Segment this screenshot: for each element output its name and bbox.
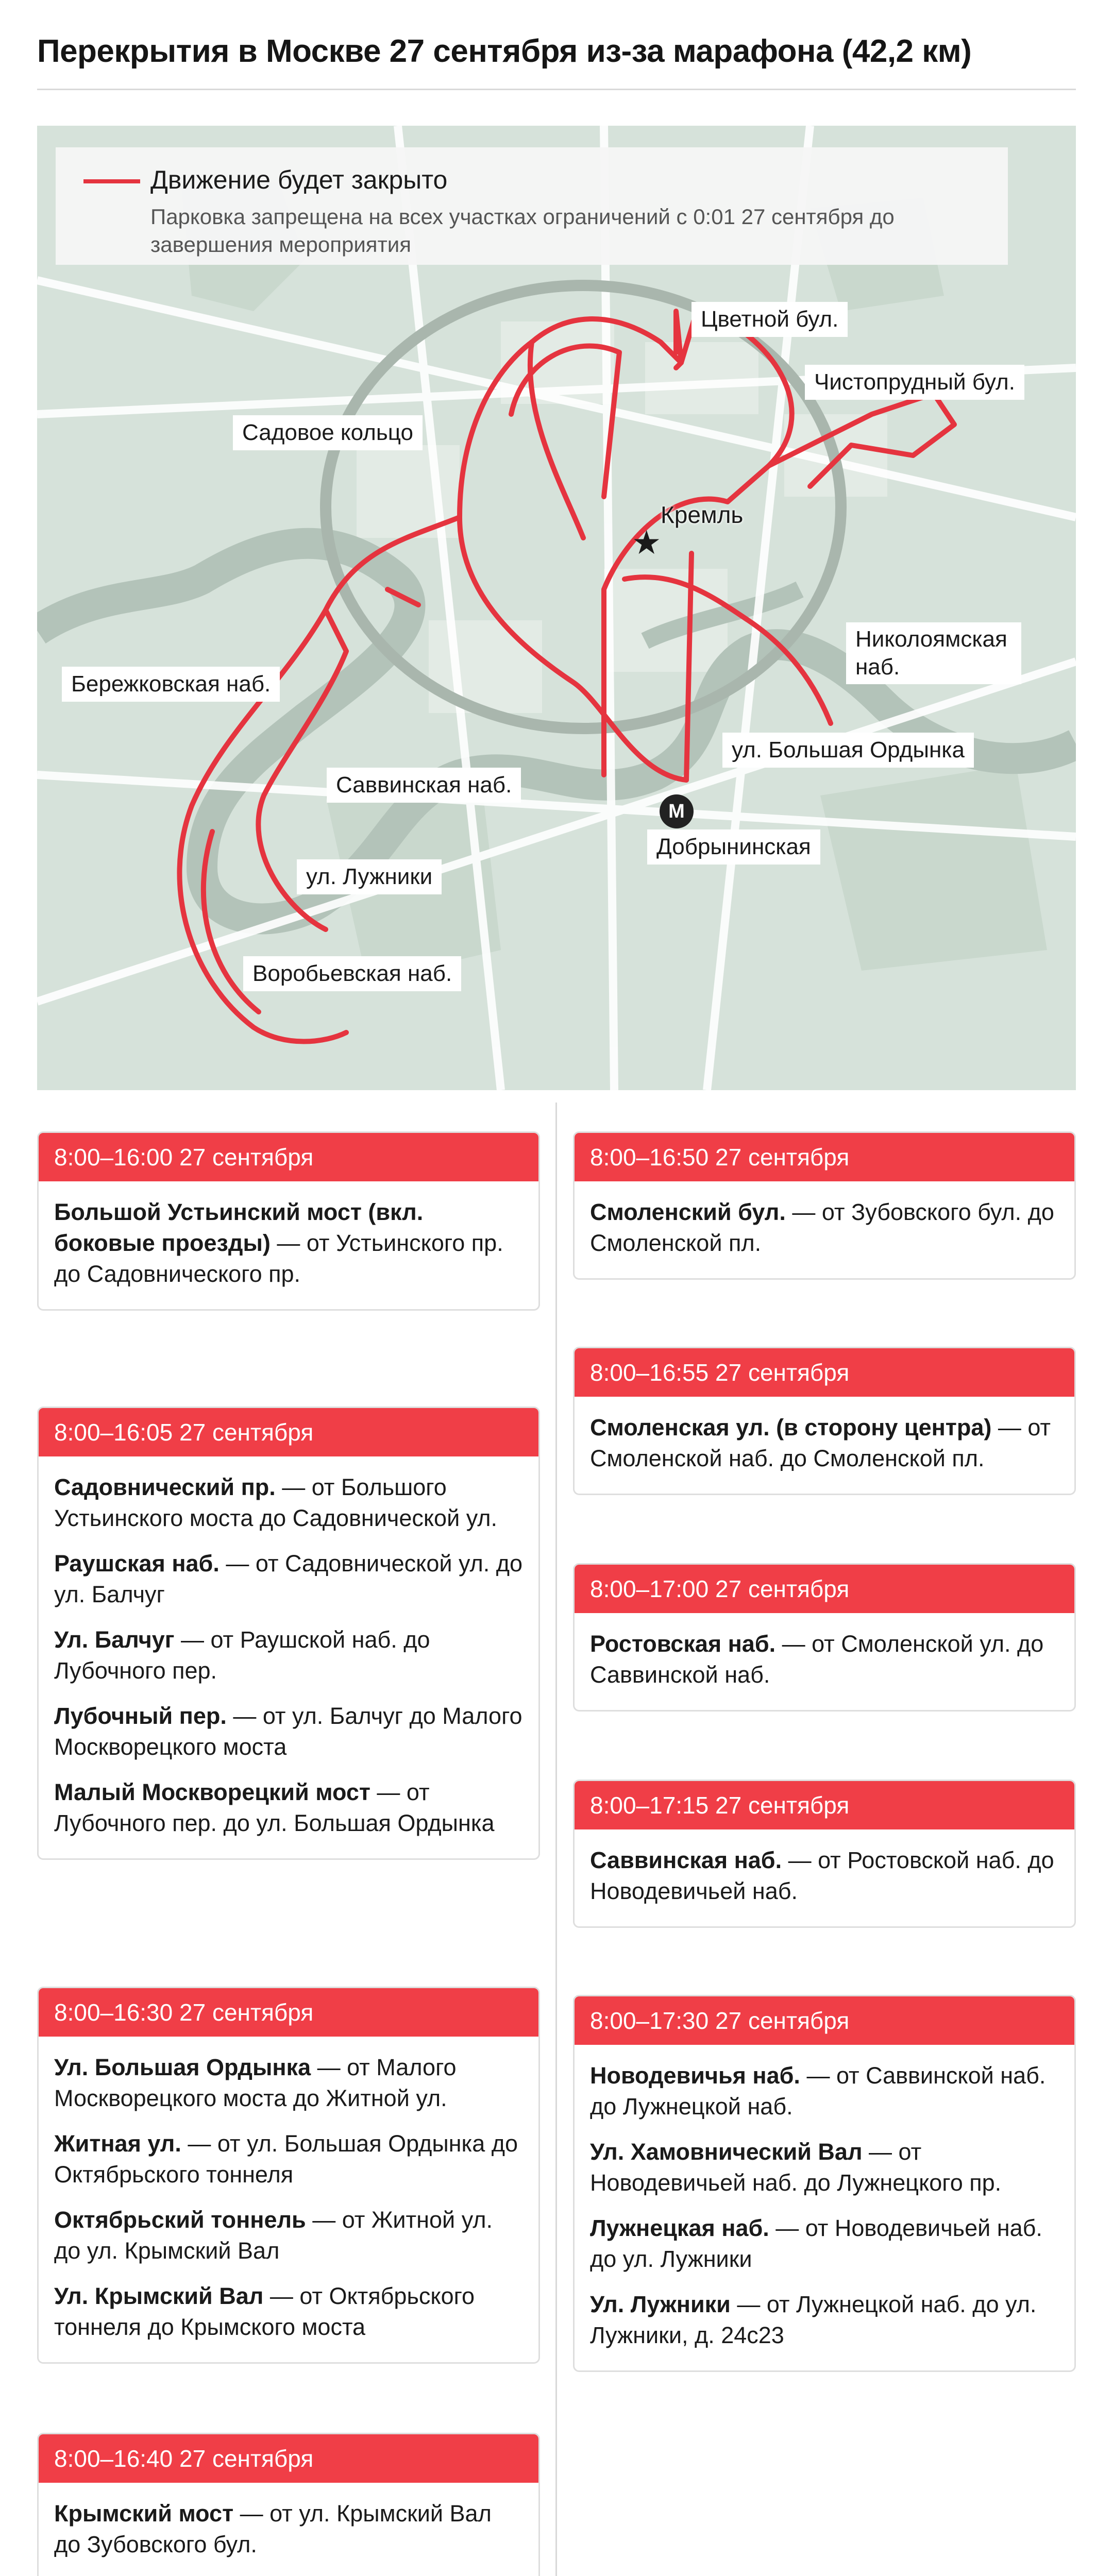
closure-entry [590, 1197, 1059, 1259]
closure-entry [590, 2137, 1059, 2198]
legend-note: Парковка запрещена на всех участках ограничений с 0:01 27 сентября до завершения мероприятия [150, 205, 895, 257]
card-time: 8:00–16:55 27 сентября [575, 1348, 1074, 1397]
closure-entry [590, 1845, 1059, 1907]
card-body [575, 1613, 1074, 1710]
street-name: Смоленская ул. (в сторону центра) [590, 1414, 992, 1440]
closure-card [573, 1347, 1076, 1495]
card-body [575, 1181, 1074, 1278]
closure-card [573, 1995, 1076, 2372]
closure-card [573, 1131, 1076, 1280]
street-range: — от Новодевичьей наб. до Лужнецкого пр. [590, 2139, 1002, 2196]
street-range: — от Житной ул. до ул. Крымский Вал [54, 2207, 493, 2264]
column-divider [555, 1103, 557, 2576]
street-name: Лубочный пер. [54, 1703, 227, 1729]
street-name: Смоленский бул. [590, 1199, 786, 1225]
closure-card [573, 1780, 1076, 1928]
street-range: — от Раушской наб. до Лубочного пер. [54, 1626, 430, 1684]
map-label-vorobyovskaya: Воробьевская наб. [243, 956, 461, 991]
header-divider [37, 89, 1076, 90]
closure-entry [54, 1472, 523, 1534]
closure-entry [54, 2052, 523, 2114]
star-icon: ★ [632, 524, 662, 561]
card-time: 8:00–17:30 27 сентября [575, 1996, 1074, 2045]
page-title: Перекрытия в Москве 27 сентября из-за марафона (42,2 км) [37, 33, 972, 69]
closure-entry [590, 2213, 1059, 2275]
card-time: 8:00–17:15 27 сентября [575, 1781, 1074, 1829]
map-canvas [37, 126, 1076, 1090]
closure-entry [54, 1548, 523, 1610]
map-label-tsvetnoy: Цветной бул. [692, 302, 848, 337]
street-name: Ул. Балчуг [54, 1626, 175, 1653]
map-label-dobryninskaya: Добрынинская [647, 829, 820, 865]
closure-card [573, 1563, 1076, 1711]
street-range: — от Садовнической ул. до ул. Балчуг [54, 1550, 523, 1607]
street-name: Саввинская наб. [590, 1847, 782, 1873]
closure-entry [54, 1701, 523, 1762]
closure-card [37, 2433, 540, 2576]
park-area [820, 765, 1047, 971]
street-range: — от Лужнецкой наб. до ул. Лужники, д. 24с23 [590, 2291, 1037, 2348]
street-name: Малый Москворецкий мост [54, 1779, 370, 1805]
card-body [575, 1829, 1074, 1926]
closure-card [37, 1987, 540, 2364]
closure-entry [590, 2060, 1059, 2122]
map-label-luzhniki: ул. Лужники [297, 859, 442, 894]
street-name: Большой Устьинский мост (вкл. боковые проезды) [54, 1199, 424, 1256]
closure-entry [54, 1777, 523, 1839]
closure-entry [54, 1197, 523, 1290]
street-name: Новодевичья наб. [590, 2062, 800, 2089]
street-range: — от Зубовского бул. до Смоленской пл. [590, 1199, 1054, 1256]
map-label-chistoprudny: Чистопрудный бул. [805, 365, 1024, 400]
closure-entry [54, 2498, 523, 2560]
street-range: — от Смоленской ул. до Саввинской наб. [590, 1631, 1044, 1688]
card-body [39, 1456, 538, 1858]
closure-entry [590, 2289, 1059, 2351]
street-range: — от Октябрьского тоннеля до Крымского моста [54, 2283, 475, 2340]
street-name: Лужнецкая наб. [590, 2215, 769, 2241]
closure-entry [590, 1629, 1059, 1690]
card-time: 8:00–16:30 27 сентября [39, 1988, 538, 2037]
map-label-kremlin: Кремль [661, 501, 744, 528]
street-range: — от Саввинской наб. до Лужнецкой наб. [590, 2062, 1046, 2120]
card-body [575, 2045, 1074, 2370]
closed-road-legend-line [83, 179, 140, 183]
map-label-ordynka: ул. Большая Ордынка [722, 733, 974, 768]
street-range: — от Лубочного пер. до ул. Большая Ордынка [54, 1779, 495, 1836]
street-name: Октябрьский тоннель [54, 2207, 306, 2233]
street-name: Раушская наб. [54, 1550, 220, 1577]
street-range: — от Новодевичьей наб. до ул. Лужники [590, 2215, 1042, 2272]
card-body [39, 1181, 538, 1309]
closure-card [37, 1406, 540, 1860]
closure-entry [54, 2128, 523, 2190]
street-range: — от Ростовской наб. до Новодевичьей наб. [590, 1847, 1054, 1904]
map-label-nikoloyamskaya: Николоямская наб. [846, 622, 1021, 684]
street-name: Ул. Крымский Вал [54, 2283, 264, 2309]
closure-card [37, 1131, 540, 1311]
metro-icon: М [660, 794, 694, 828]
card-time: 8:00–17:00 27 сентября [575, 1565, 1074, 1613]
card-body [575, 1397, 1074, 1494]
map-label-berezhkovskaya: Бережковская наб. [62, 667, 280, 702]
street-name: Ул. Большая Ордынка [54, 2054, 311, 2080]
card-body [39, 2037, 538, 2362]
street-range: — от ул. Балчуг до Малого Москворецкого моста [54, 1703, 522, 1760]
street-name: Крымский мост [54, 2500, 234, 2527]
street-name: Ул. Хамовнический Вал [590, 2139, 863, 2165]
street-range: — от ул. Крымский Вал до Зубовского бул. [54, 2500, 492, 2557]
street-range: — от Большого Устьинского моста до Садовнической ул. [54, 1474, 497, 1531]
street-name: Садовнический пр. [54, 1474, 276, 1500]
legend-label: Движение будет закрыто [150, 165, 448, 194]
street-name: Житная ул. [54, 2130, 181, 2157]
street-range: — от Малого Москворецкого моста до Житной ул. [54, 2054, 457, 2111]
street-range: — от ул. Большая Ордынка до Октябрьского тоннеля [54, 2130, 518, 2188]
route-map [37, 126, 1076, 1090]
street-name: Ростовская наб. [590, 1631, 776, 1657]
card-body [39, 2483, 538, 2576]
closure-entry [54, 2281, 523, 2343]
street-name: Ул. Лужники [590, 2291, 731, 2317]
map-label-sadovoe: Садовое кольцо [233, 415, 423, 450]
closure-entry [54, 2205, 523, 2266]
street-range: — от Устьинского пр. до Садовнического пр. [54, 1230, 503, 1287]
map-legend [56, 147, 1008, 265]
closure-entry [590, 1412, 1059, 1474]
map-label-savvinskaya: Саввинская наб. [327, 768, 521, 803]
card-time: 8:00–16:50 27 сентября [575, 1133, 1074, 1181]
card-time: 8:00–16:40 27 сентября [39, 2434, 538, 2483]
closure-entry [54, 1624, 523, 1686]
street-range: — от Смоленской наб. до Смоленской пл. [590, 1414, 1051, 1471]
card-time: 8:00–16:05 27 сентября [39, 1408, 538, 1456]
card-time: 8:00–16:00 27 сентября [39, 1133, 538, 1181]
